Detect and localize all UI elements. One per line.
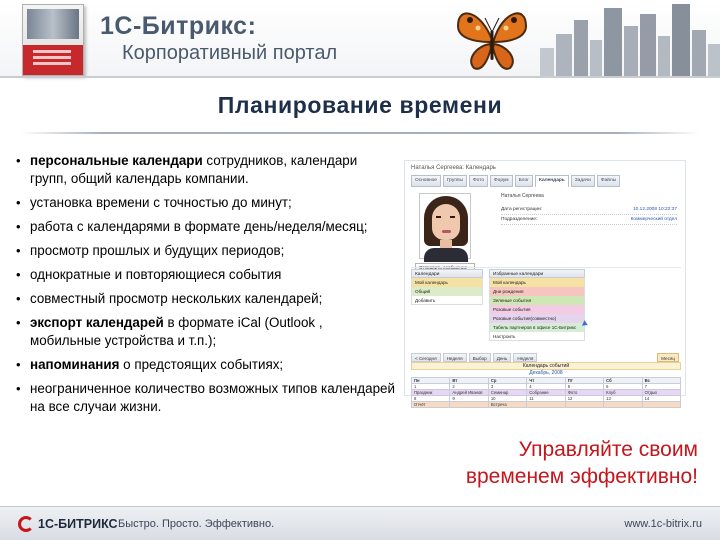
calendar-day-cell[interactable]: 7 [643, 384, 681, 390]
legend-item[interactable]: Добавить [411, 296, 483, 305]
toolbar-button[interactable]: Выбор [469, 353, 491, 362]
calendar-day-cell[interactable]: Встреча [489, 402, 527, 408]
view-month-button[interactable]: Месяц [657, 353, 679, 362]
calendar-screenshot [404, 160, 686, 407]
tab-forum[interactable]: Форум [490, 175, 513, 187]
calendar-day-cell[interactable] [527, 402, 565, 408]
calendar-day-cell[interactable] [566, 402, 604, 408]
calendar-day-cell[interactable]: 6 [604, 384, 642, 390]
calendar-day-cell[interactable]: Фото [566, 390, 604, 396]
weekday-header: Чт [527, 378, 565, 384]
calendar-day-cell[interactable]: Андрей Иванов [450, 390, 488, 396]
legend-item[interactable]: Табель партнеров в офисе 1С-Битрикс [489, 323, 585, 332]
calendar-day-cell[interactable]: Семинар [489, 390, 527, 396]
tab-blog[interactable]: Блог [515, 175, 533, 187]
weekday-header: Пн [412, 378, 450, 384]
calendar-day-cell[interactable] [450, 402, 488, 408]
calendar-day-cell[interactable]: 9 [450, 396, 488, 402]
brand-subtitle: Корпоративный портал [122, 42, 338, 64]
profile-row: Дата регистрации: 10.12.2008 10:22:37 [501, 207, 677, 215]
weekday-header: Пт [566, 378, 604, 384]
list-item: • неограниченное количество возможных типов календарей на все случаи жизни. [16, 380, 396, 416]
footer-slogan: Быстро. Просто. Эффективно. [118, 518, 275, 530]
calendar-toolbar [411, 353, 681, 362]
profile-name: Наталья Сергеева [501, 193, 544, 199]
calendar-day-cell[interactable]: 13 [604, 396, 642, 402]
calendar-day-cell[interactable]: 12 [566, 396, 604, 402]
calendars-legend [411, 269, 483, 305]
list-item: • совместный просмотр нескольких календарей; [16, 290, 396, 308]
tab-groups[interactable]: Группы [443, 175, 467, 187]
footer-url[interactable]: www.1c-bitrix.ru [624, 518, 702, 530]
section-divider [411, 267, 681, 268]
list-item: • экспорт календарей в формате iCal (Outlook , мобильные устройства и т.п.); [16, 314, 396, 350]
calendar-day-cell[interactable]: Праздник [412, 390, 450, 396]
calendar-day-cell[interactable]: 8 [412, 396, 450, 402]
slogan [398, 436, 698, 490]
legend-item[interactable]: Зеленые события [489, 296, 585, 305]
tab-calendar[interactable]: Календарь [535, 175, 569, 187]
legend-item[interactable]: Общий [411, 287, 483, 296]
slogan-line: Управляйте своим [518, 438, 698, 461]
calendar-day-cell[interactable]: 10 [489, 396, 527, 402]
calendar-day-cell[interactable]: 2 [450, 384, 488, 390]
tab-tasks[interactable]: Задачи [571, 175, 595, 187]
list-item: • персональные календари сотрудников, календари групп, общий календарь компании. [16, 152, 396, 188]
butterfly-icon [452, 2, 532, 76]
legend-item[interactable]: Мой календарь [489, 278, 585, 287]
tab-files[interactable]: Файлы [597, 175, 620, 187]
calendar-day-cell[interactable]: Клуб [604, 390, 642, 396]
screenshot-heading: Наталья Сергеева: Календарь [411, 165, 496, 171]
title-divider [20, 132, 700, 134]
page-title: Планирование времени [217, 92, 503, 118]
weekday-header: Вс [643, 378, 681, 384]
list-item: • напоминания о предстоящих событиях; [16, 356, 396, 374]
legend-header[interactable]: Календари [411, 269, 483, 278]
calendar-month-nav[interactable]: Декабрь, 2008 [529, 370, 563, 376]
tab-main[interactable]: Основное [411, 175, 441, 187]
list-item: • работа с календарями в формате день/неделя/месяц; [16, 218, 396, 236]
legend-item[interactable]: Розовые события(совместно) [489, 314, 585, 323]
header-banner [0, 0, 720, 78]
city-skyline-icon [540, 0, 720, 76]
slogan-line: временем эффективно! [465, 465, 698, 488]
calendar-day-cell[interactable]: Отдых [643, 390, 681, 396]
weekday-header: Вт [450, 378, 488, 384]
footer-brand: 1С-БИТРИКС [38, 517, 118, 531]
calendar-day-cell[interactable] [643, 402, 681, 408]
legend-header[interactable]: Избранные календари [489, 269, 585, 278]
calendar-grid [411, 377, 681, 408]
calendar-day-cell[interactable]: 3 [489, 384, 527, 390]
calendar-day-cell[interactable]: 5 [566, 384, 604, 390]
weekday-header: Сб [604, 378, 642, 384]
profile-tabs [411, 175, 685, 187]
footer-bar [0, 506, 720, 540]
header-divider [0, 76, 720, 78]
calendar-day-cell[interactable]: 1 [412, 384, 450, 390]
calendar-day-cell[interactable]: Собрание [527, 390, 565, 396]
weekday-header: Ср [489, 378, 527, 384]
list-item: • просмотр прошлых и будущих периодов; [16, 242, 396, 260]
calendar-day-cell[interactable]: Отчёт [412, 402, 450, 408]
calendar-title: Календарь событий [411, 362, 681, 370]
calendar-day-cell[interactable]: 14 [643, 396, 681, 402]
legend-item[interactable]: Дни рождения [489, 287, 585, 296]
brand-title: 1С-Битрикс: [100, 12, 257, 40]
calendar-day-cell[interactable]: 4 [527, 384, 565, 390]
toolbar-button[interactable]: День [493, 353, 512, 362]
list-item: • однократные и повторяющиеся события [16, 266, 396, 284]
tab-photo[interactable]: Фото [469, 175, 488, 187]
1c-bitrix-logo-icon [18, 516, 34, 532]
favorite-calendars-legend [489, 269, 585, 341]
legend-item[interactable]: Розовые события [489, 305, 585, 314]
toolbar-button[interactable]: < Сегодня [411, 353, 441, 362]
user-avatar [419, 193, 471, 259]
profile-row: Подразделение: Коммерческий отдел [501, 217, 677, 225]
list-item: • установка времени с точностью до минут; [16, 194, 396, 212]
product-box-icon [22, 4, 84, 76]
legend-item[interactable]: Настроить [489, 332, 585, 341]
legend-item[interactable]: Мой календарь [411, 278, 483, 287]
calendar-day-cell[interactable] [604, 402, 642, 408]
calendar-day-cell[interactable]: 11 [527, 396, 565, 402]
toolbar-button[interactable]: Неделя [443, 353, 467, 362]
feature-list [16, 152, 396, 422]
toolbar-button[interactable]: Неделя [513, 353, 537, 362]
